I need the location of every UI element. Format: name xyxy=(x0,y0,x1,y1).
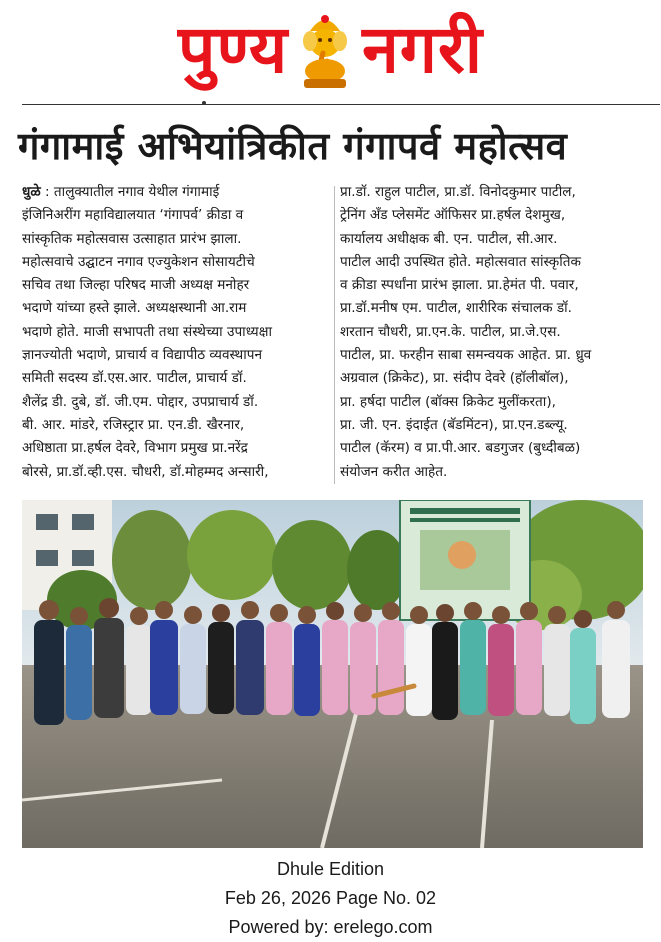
article-line: संयोजन करीत आहेत. xyxy=(340,463,448,480)
article-line: सचिव तथा जिल्हा परिषद माजी अध्यक्ष मनोहर xyxy=(22,277,250,294)
masthead-title-left: पुण्य xyxy=(177,11,289,88)
date-page-label: Feb 26, 2026 Page No. 02 xyxy=(224,888,437,908)
article-line: प्रा. जी. एन. इंदाईत (बॅडमिंटन), प्रा.एन.डब्ल्यू. xyxy=(340,416,568,433)
article-line: प्रा. हर्षदा पाटील (बॉक्स क्रिकेट मुलींकरता), xyxy=(340,393,556,410)
article-line: शरतान चौधरी, प्रा.एन.के. पाटील, प्रा.जे.एस. xyxy=(340,323,561,340)
article-line: ट्रेनिंग अँड प्लेसमेंट ऑफिसर प्रा.हर्षल देशमुख, xyxy=(340,207,566,224)
article-headline: गंगामाई अभियांत्रिकीत गंगापर्व महोत्सव xyxy=(18,124,568,168)
article-line: महोत्सवाचे उद्घाटन नगाव एज्युकेशन सोसायटीचे xyxy=(22,253,255,270)
article-line: बी. आर. मांडरे, रजिस्ट्रार प्रा. एन.डी. खैरनार, xyxy=(22,416,245,433)
article-line: भदाणे होते. माजी सभापती तथा संस्थेच्या उपाध्यक्षा xyxy=(22,323,272,340)
article-line xyxy=(22,181,330,204)
masthead-title-right: नगरी xyxy=(362,11,483,88)
article-dateline: धुळे xyxy=(22,184,41,200)
column-divider xyxy=(334,186,335,484)
article-line: अधिष्ठाता प्रा.हर्षल देवरे, विभाग प्रमुख प्रा.नरेंद्र xyxy=(22,440,248,457)
masthead xyxy=(0,0,661,100)
ganesha-logo-icon xyxy=(296,9,354,91)
article-line: भदाणे यांच्या हस्ते झाले. अध्यक्षस्थानी आ.राम xyxy=(22,300,247,317)
article-line: पाटील (कॅरम) व प्रा.पी.आर. बडगुजर (बुध्दीबळ) xyxy=(340,440,581,457)
edition-footer xyxy=(0,855,661,942)
masthead-rule xyxy=(22,104,660,105)
edition-label: Dhule Edition xyxy=(276,859,385,879)
article-line: अग्रवाल (क्रिकेट), प्रा. संदीप देवरे (हॉलीबॉल), xyxy=(340,370,569,387)
article-line: सांस्कृतिक महोत्सवास उत्साहात प्रारंभ झाला. xyxy=(22,230,242,247)
article-column-left xyxy=(22,181,330,484)
article-line: ज्ञानज्योती भदाणे, प्राचार्य व विद्यापीठ व्यवस्थापन xyxy=(22,347,263,364)
article-column-right xyxy=(340,181,648,484)
article-line: प्रा.डॉ.मनीष एम. पाटील, शारीरिक संचालक डॉ. xyxy=(340,300,572,317)
article-line: शैलेंद्र डी. दुबे, डॉ. जी.एम. पोद्दार, उपप्राचार्य डॉ. xyxy=(22,393,259,410)
article-line: बोरसे, प्रा.डॉ.व्ही.एस. चौधरी, डॉ.मोहम्मद अन्सारी, xyxy=(22,463,269,480)
group-photo-icon xyxy=(22,500,643,848)
article-line: पाटील, प्रा. फरहीन साबा समन्वयक आहेत. प्रा. ध्रुव xyxy=(340,347,592,364)
article-line: प्रा.डॉ. राहुल पाटील, प्रा.डॉ. विनोदकुमार पाटील, xyxy=(340,184,576,200)
powered-by-label: Powered by: erelego.com xyxy=(228,917,433,937)
article-line: व क्रीडा स्पर्धांना प्रारंभ झाला. प्रा.हेमंत पी. पवार, xyxy=(340,277,579,294)
article-line: पाटील आदी उपस्थित होते. महोत्सवात सांस्कृतिक xyxy=(340,253,581,270)
article-line: कार्यालय अधीक्षक बी. एन. पाटील, सी.आर. xyxy=(340,230,558,247)
article-line-text: : तालुक्यातील नगाव येथील गंगामाई xyxy=(40,184,220,200)
article-line: समिती सदस्य डॉ.एस.आर. पाटील, प्राचार्य डॉ. xyxy=(22,370,247,387)
article-line: इंजिनिअरींग महाविद्यालयात ‘गंगापर्व’ क्रीडा व xyxy=(22,207,244,224)
